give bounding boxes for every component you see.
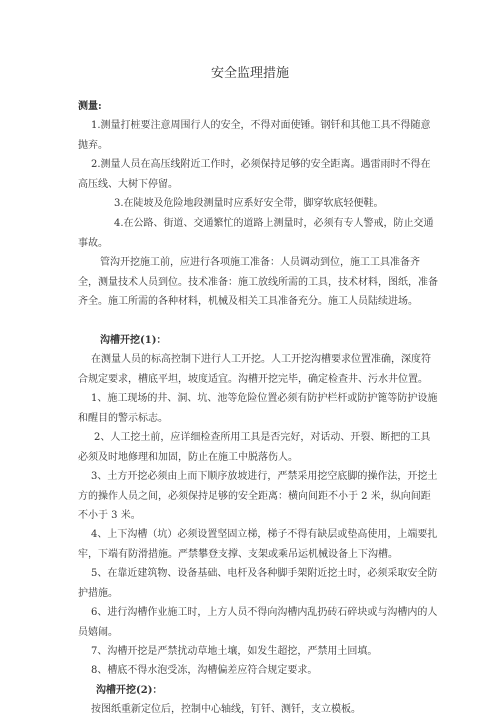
- trench1-item-4: 4、上下沟槽（坑）必须设置坚固立梯，梯子不得有缺层或垫高使用，上端要扎牢，下端有防滑措施。严禁攀登支撑、支架或乘吊运机械设备上下沟槽。: [78, 529, 438, 560]
- survey-item-3: 3.在陡坡及危险地段测量时应系好安全带，脚穿软底轻便鞋。: [114, 198, 384, 209]
- trench2-heading: 沟槽开挖(2)：: [96, 685, 163, 696]
- trench1-item-8: 8、槽底不得水泡受冻，沟槽偏差应符合规定要求。: [91, 665, 318, 676]
- trench1-item-2: 2、人工挖土前，应详细检查所用工具是否完好，对话动、开裂、断把的工具必须及时地修理和加固，防止在施工中脱落伤人。: [78, 432, 431, 463]
- prep-paragraph: 管沟开挖施工前，应进行各项施工准备：人员调动到位，施工工具准备齐全，测量技术人员到位。技术准备：施工放线所需的工具，技术材料，图纸，准备齐全。施工所需的各种材料，机械及相关工具准备充分。施工人员陆续进场。: [78, 257, 438, 307]
- document-title: 安全监理措施: [210, 66, 289, 81]
- trench1-item-6: 6、进行沟槽作业施工时，上方人员不得向沟槽内乱扔砖石碎块或与沟槽内的人员嬉闹。: [78, 607, 438, 638]
- trench1-heading: 沟槽开挖(1)：: [100, 335, 167, 346]
- trench1-intro: 在测量人员的标高控制下进行人工开挖。人工开挖沟槽要求位置准确，深度符合规定要求，槽底平坦，坡度适宜。沟槽开挖完毕，确定检查井、污水井位置。: [78, 354, 431, 385]
- trench1-item-7: 7、沟槽开挖是严禁扰动草地土壤，如发生超挖，严禁用土回填。: [91, 646, 378, 657]
- survey-heading: 测量:: [78, 101, 102, 112]
- survey-item-4: 4.在公路、街道、交通繁忙的道路上测量时，必须有专人警戒，防止交通事故。: [78, 218, 434, 249]
- trench1-item-3: 3、土方开挖必须由上而下顺序放坡进行，严禁采用挖空底脚的操作法，开挖土方的操作人员之间，必须保持足够的安全距离：横向间距不小于 2 米，纵向间距不小于 3 米。: [78, 471, 438, 521]
- trench1-item-1: 1、施工现场的井、洞、坑、池等危险位置必须有防护栏杆或防护篦等防护设施和醒目的警示标志。: [78, 393, 438, 424]
- trench1-item-5: 5、在靠近建筑物、设备基础、电杆及各种脚手架附近挖土时，必须采取安全防护措施。: [78, 568, 438, 599]
- survey-item-2: 2.测量人员在高压线附近工作时，必须保持足够的安全距离。遇雷雨时不得在高压线、大树下停留。: [78, 159, 431, 190]
- trench2-intro: 按图纸重新定位后，控制中心轴线，钉钎、测钎，支立模板。: [91, 704, 361, 715]
- survey-item-1: 1.测量打桩要注意周围行人的安全，不得对面使锤。钢钎和其他工具不得随意抛弃。: [78, 120, 431, 151]
